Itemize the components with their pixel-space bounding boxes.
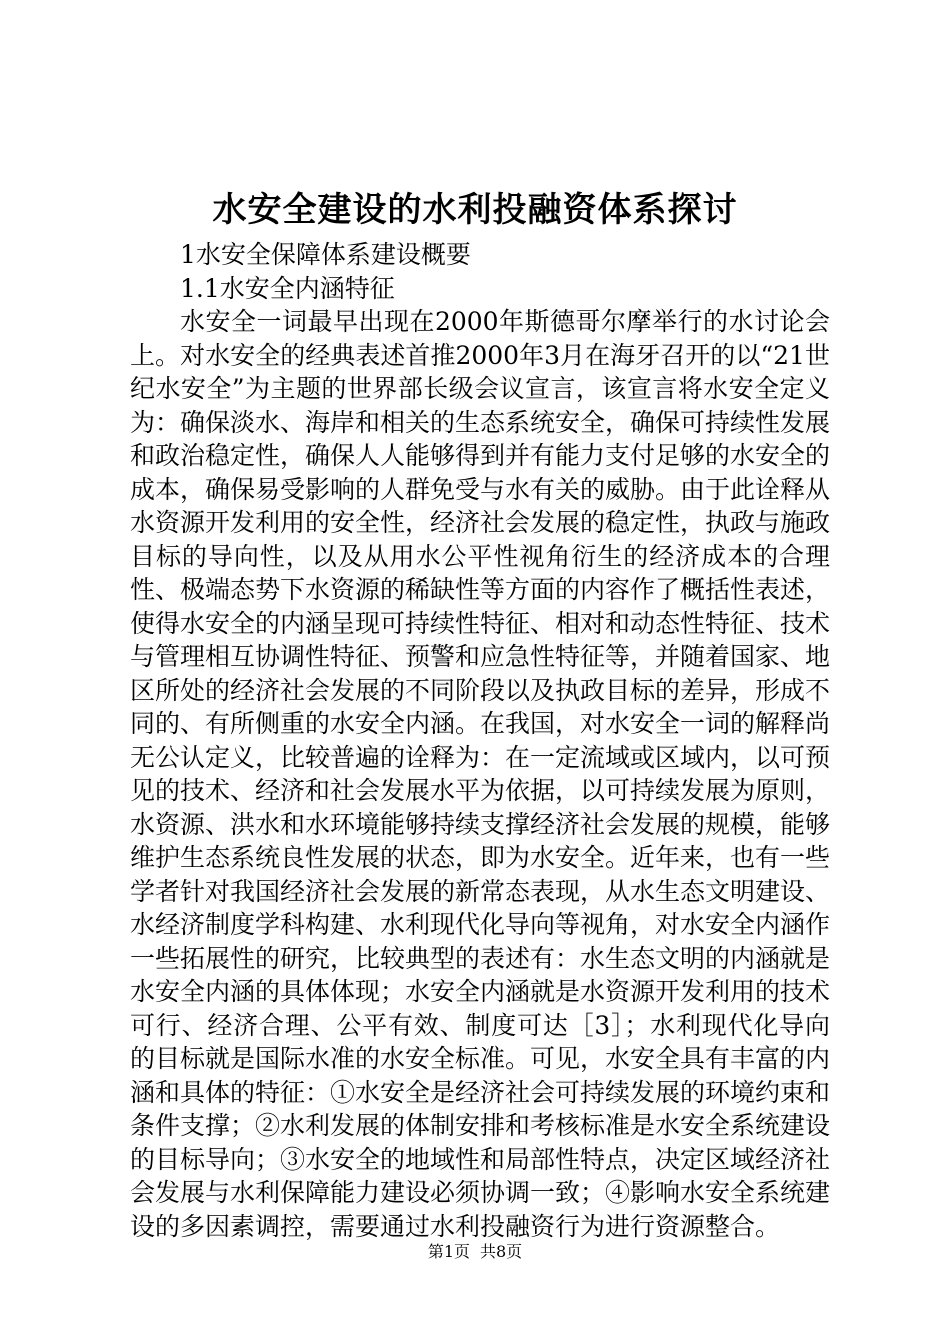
body-paragraph: 水安全一词最早出现在2000年斯德哥尔摩举行的水讨论会上。对水安全的经典表述首推2000年3月在海牙召开的以“21世纪水安全”为主题的世界部长级会议宣言，该宣言将水安全定义为：确保淡水、海岸和相关的生态系统安全，确保可持续性发展和政治稳定性，确保人人能够得到并有能力支付足够的水安全的成本，确保易受影响的人群免受与水有关的威胁。由于此诠释从水资源开发利用的安全性，经济社会发展的稳定性，执政与施政目标的导向性，以及从用水公平性视角衍生的经济成本的合理性、极端态势下水资源的稀缺性等方面的内容作了概括性表述，使得水安全的内涵呈现可持续性特征、相对和动态性特征、技术与管理相互协调性特征、预警和应急性特征等，并随着国家、地区所处的经济社会发展的不同阶段以及执政目标的差异，形成不同的、有所侧重的水安全内涵。在我国，对水安全一词的解释尚无公认定义，比较普遍的诠释为：在一定流域或区域内，以可预见的技术、经济和社会发展水平为依据，以可持续发展为原则，水资源、洪水和水环境能够持续支撑经济社会发展的规模，能够维护生态系统良性发展的状态，即为水安全。近年来，也有一些学者针对我国经济社会发展的新常态表现，从水生态文明建设、水经济制度学科构建、水利现代化导向等视角，对水安全内涵作一些拓展性的研究，比较典型的表述有：水生态文明的内涵就是水安全内涵的具体体现；水安全内涵就是水资源开发利用的技术可行、经济合理、公平有效、制度可达［3］；水利现代化导向的目标就是国际水准的水安全标准。可见，水安全具有丰富的内涵和具体的特征：①水安全是经济社会可持续发展的环境约束和条件支撑；②水利发展的体制安排和考核标准是水安全系统建设的目标导向；③水安全的地域性和局部性特点，决定区域经济社会发展与水利保障能力建设必须协调一致；④影响水安全系统建设的多因素调控，需要通过水利投融资行为进行资源整合。 [130, 307, 831, 1241]
page-number: 第1页 [427, 1242, 470, 1261]
section-heading-1: 1水安全保障体系建设概要 [180, 240, 471, 269]
document-title: 水安全建设的水利投融资体系探讨 [212, 190, 738, 230]
document-body [130, 238, 830, 1243]
section-heading-1-1: 1.1水安全内涵特征 [180, 273, 395, 303]
page-total: 共8页 [480, 1242, 523, 1261]
page-footer [0, 1240, 950, 1264]
